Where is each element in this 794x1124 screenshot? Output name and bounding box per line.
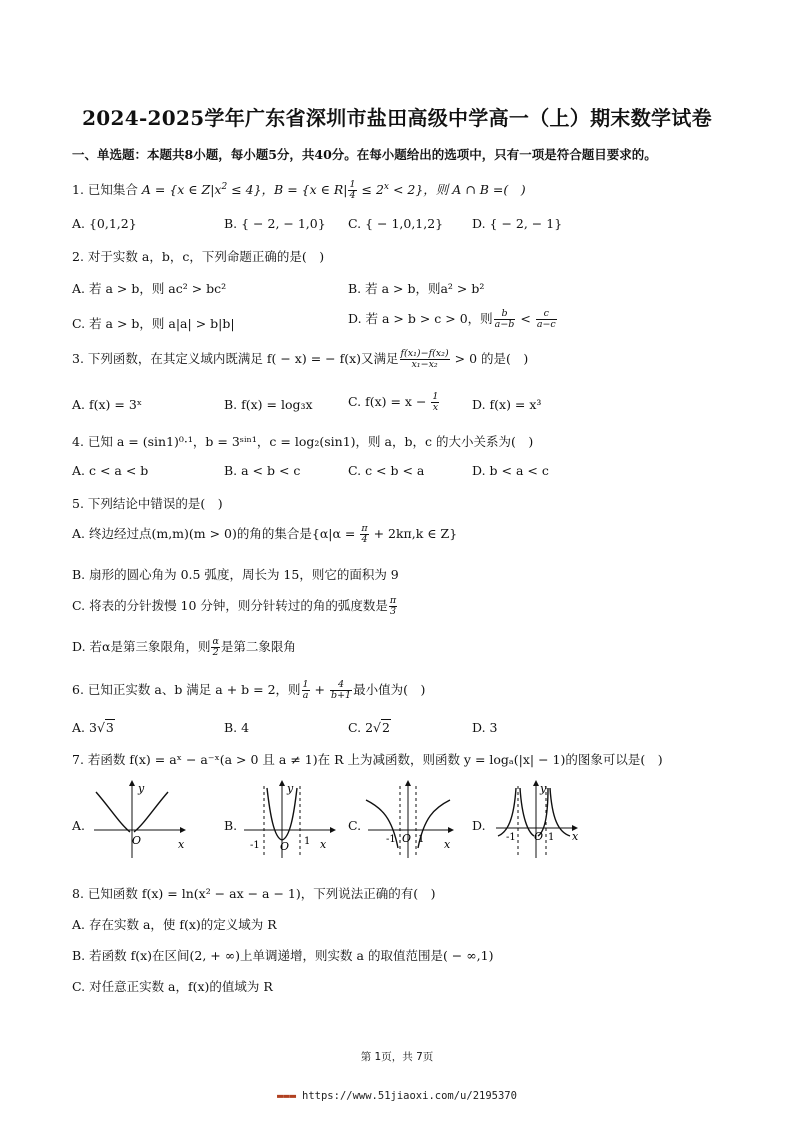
q7-graph-c: [362, 778, 462, 860]
q4-option-b: B. a < b < c: [224, 463, 301, 478]
q7-label-c: C.: [348, 818, 362, 833]
q6-option-a: A. 3√3: [72, 720, 114, 735]
q6-option-d: D. 3: [472, 720, 498, 735]
q4-option-d: D. b < a < c: [472, 463, 549, 478]
svg-text:x: x: [444, 838, 451, 851]
q3-option-a: A. f(x) = 3ˣ: [72, 397, 143, 412]
q7-graph-d: [490, 778, 590, 860]
q8-stem: 8. 已知函数 f(x) = ln(x² − ax − a − 1)，下列说法正确的有( ): [72, 886, 436, 901]
section-heading: 一、单选题：本题共8小题，每小题5分，共40分。在每小题给出的选项中，只有一项是符合题目要求的。: [72, 147, 657, 162]
q6-option-b: B. 4: [224, 720, 250, 735]
q1-option-b: B. { − 2, − 1,0}: [224, 216, 326, 231]
q7-label-d: D.: [472, 818, 486, 833]
svg-text:y: y: [138, 782, 145, 795]
svg-text:1: 1: [418, 834, 425, 845]
q2-option-d: D. 若 a > b > c > 0，则 $\frac{b}{a-b}$ < $\frac{c}{a-c}$: [348, 308, 556, 330]
q7-label-b: B.: [224, 818, 238, 833]
q7-graph-b: [240, 778, 340, 860]
svg-text:1: 1: [548, 832, 555, 843]
q3-option-d: D. f(x) = x³: [472, 397, 542, 412]
q7-stem: 7. 若函数 f(x) = aˣ − a⁻ˣ(a > 0 且 a ≠ 1)在 R 上为减函数，则函数 y = logₐ(|x| − 1)的图象可以是( ): [72, 752, 663, 767]
q3-option-c: C. f(x) = x − $\frac{1}{x}$: [348, 391, 439, 413]
svg-text:O: O: [534, 830, 544, 843]
q8-option-b: B. 若函数 f(x)在区间(2, + ∞)上单调递增，则实数 a 的取值范围是( − ∞,1): [72, 948, 494, 963]
svg-text:O: O: [280, 840, 290, 853]
q1-option-c: C. { − 1,0,1,2}: [348, 216, 444, 231]
svg-text:-1: -1: [250, 840, 260, 851]
svg-text:-1: -1: [386, 834, 396, 845]
svg-text:1: 1: [304, 836, 311, 847]
svg-text:O: O: [132, 834, 142, 847]
q4-option-c: C. c < b < a: [348, 463, 425, 478]
q5-option-d: D. 若α是第三象限角，则 $\frac{\alpha}{2}$ 是第二象限角: [72, 636, 296, 658]
q1-stem: 1. 已知集合 A = {x ∈ $Z|x^2 \le 4$}，B = {x ∈ R| $\frac{1}{4}$ ≤ $2^x < 2$}，则 A ∩ B =( ): [72, 179, 526, 201]
svg-text:x: x: [572, 830, 579, 843]
q5-option-b: B. 扇形的圆心角为 0.5 弧度，周长为 15，则它的面积为 9: [72, 567, 399, 582]
q5-option-a: A. 终边经过点(m,m)(m > 0)的角的集合是{α|α = $\frac{\pi}{4}$ + 2kπ,k ∈ Z}: [72, 523, 458, 545]
svg-text:x: x: [178, 838, 185, 851]
svg-text:y: y: [540, 782, 547, 795]
q2-stem: 2. 对于实数 a，b，c，下列命题正确的是( ): [72, 249, 325, 264]
watermark-mark: ▬▬▬: [277, 1090, 297, 1102]
q8-option-a: A. 存在实数 a，使 f(x)的定义域为 R: [72, 917, 277, 932]
q1-option-d: D. { − 2, − 1}: [472, 216, 563, 231]
q1-option-a: A. {0,1,2}: [72, 216, 137, 231]
q6-stem: 6. 已知正实数 a、b 满足 a + b = 2，则 $\frac{1}{a}$ + $\frac{4}{b+1}$ 最小值为( ): [72, 679, 426, 701]
fraction-one-quarter: $\frac{1}{4}$: [349, 179, 356, 201]
page-footer: 第 1页，共 7页: [360, 1051, 434, 1063]
q3-option-b: B. f(x) = log₃x: [224, 397, 313, 412]
svg-text:x: x: [320, 838, 327, 851]
q2-option-b: B. 若 a > b，则a² > b²: [348, 281, 485, 296]
svg-text:O: O: [402, 832, 412, 845]
q4-option-a: A. c < a < b: [72, 463, 149, 478]
svg-text:-1: -1: [506, 832, 516, 843]
q6-option-c: C. 2√2: [348, 720, 390, 735]
svg-text:y: y: [287, 782, 294, 795]
watermark-url: [0, 1090, 794, 1102]
q3-stem: 3. 下列函数，在其定义域内既满足 f( − x) = − f(x)又满足 $\frac{\text{f(x₁)−f(x₂)}}{\text{x₁−x₂}}$ > 0 的是( ): [72, 348, 529, 370]
q4-stem: 4. 已知 a = (sin1)⁰·¹，b = 3ˢⁱⁿ¹，c = log₂(sin1)，则 a，b，c 的大小关系为( ): [72, 434, 534, 449]
q2-option-a: A. 若 a > b，则 ac² > bc²: [72, 281, 227, 296]
q8-option-c: C. 对任意正实数 a，f(x)的值域为 R: [72, 979, 273, 994]
q5-stem: 5. 下列结论中错误的是( ): [72, 496, 223, 511]
exam-title: 2024-2025学年广东省深圳市盐田高级中学高一（上）期末数学试卷: [82, 106, 712, 130]
q7-label-a: A.: [72, 818, 86, 833]
q2-option-c: C. 若 a > b，则 a|a| > b|b|: [72, 316, 235, 331]
q5-option-c: C. 将表的分针拨慢 10 分钟，则分针转过的角的弧度数是 $\frac{\pi}{3}$: [72, 595, 397, 617]
watermark-link: https://www.51jiaoxi.com/u/2195370: [302, 1090, 517, 1102]
q7-graph-a: [88, 778, 188, 860]
